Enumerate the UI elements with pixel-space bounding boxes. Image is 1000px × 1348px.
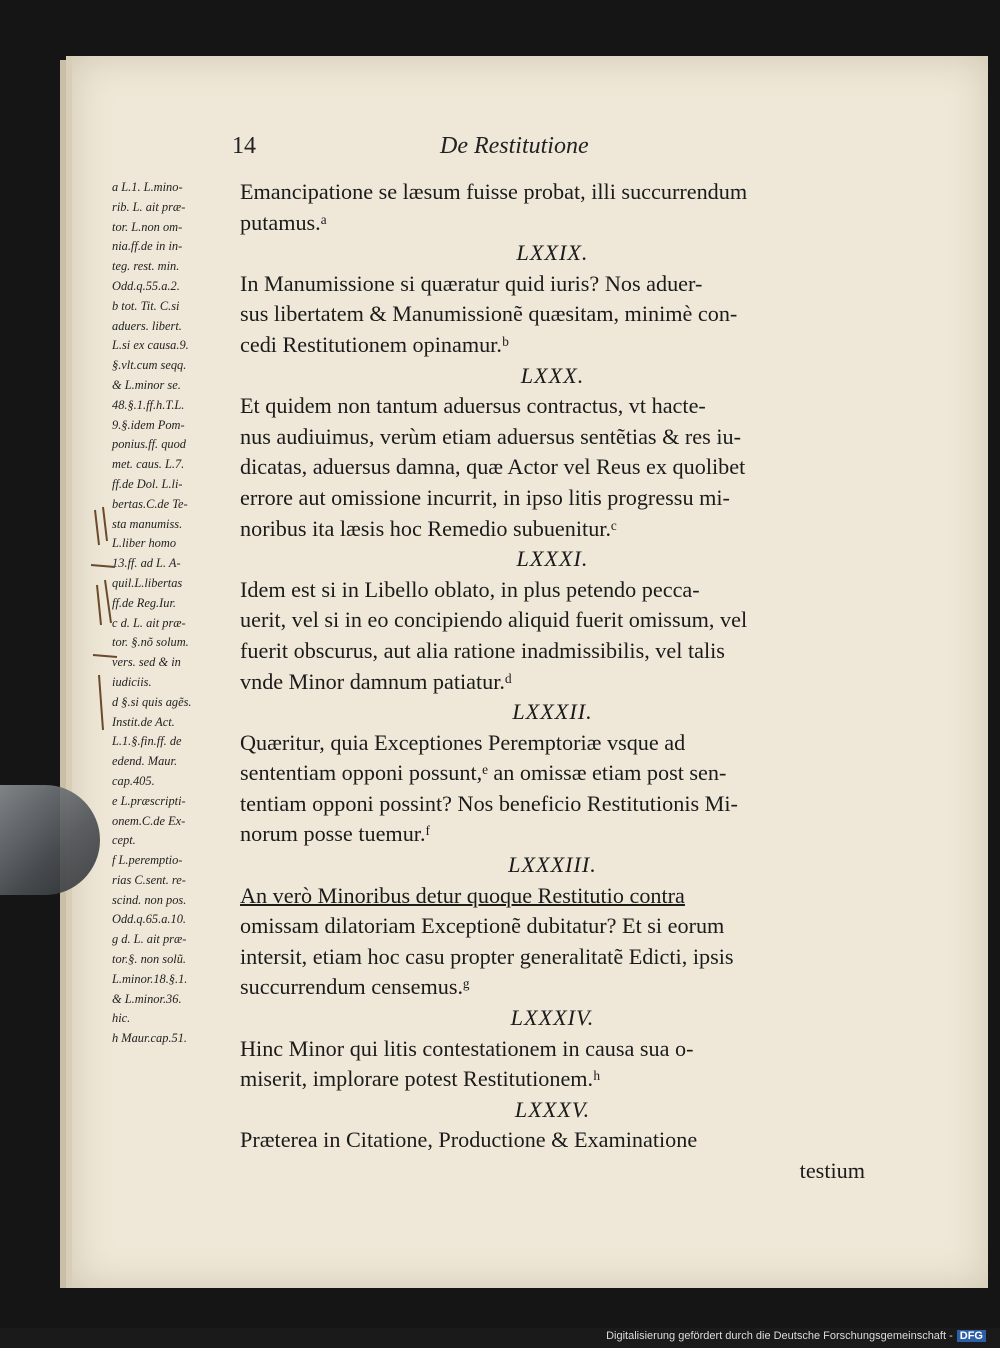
text-line: An verò Minoribus detur quoque Restitutio contra [240,882,685,908]
marginal-note-line: Odd.q.65.a.10. [112,912,186,927]
footer-text: Digitalisierung gefördert durch die Deutsche Forschungsgemeinschaft - [606,1330,953,1342]
text-line: Hinc Minor qui litis contestationem in causa sua o- [240,1035,694,1061]
marginal-note-line: 9.§.idem Pom- [112,417,185,432]
section-number: LXXXIII. [508,852,597,878]
section-number: LXXXV. [514,1096,591,1122]
footer-credit [606,1330,986,1342]
section-number: LXXXIV. [510,1005,595,1031]
dfg-logo: DFG [957,1330,986,1342]
handwritten-marks [85,505,125,735]
section-number: LXXX. [520,362,585,388]
marginal-note-line: quil.L.libertas [112,575,183,590]
marginal-note-line: cept. [112,833,136,848]
marginal-note-line: tor. §.nõ solum. [112,635,189,650]
section-number: LXXXII. [512,699,593,725]
marginal-note-line: f L.peremptio- [112,853,183,868]
marginal-note-line: ff.de Dol. L.li- [112,476,183,491]
marginal-note-line: teg. rest. min. [112,259,180,274]
marginal-note-line: L.si ex causa.9. [112,338,189,353]
marginal-note-line: g d. L. ait præ- [112,932,187,947]
marginal-note-line: met. caus. L.7. [112,457,185,472]
marginal-note-line: c d. L. ait præ- [112,615,186,630]
marginal-note-line: iudiciis. [112,674,152,689]
marginal-note-line: ff.de Reg.Iur. [112,595,177,610]
text-line: Præterea in Citatione, Productione & Examinatione [240,1127,698,1153]
marginal-note-line: rib. L. ait præ- [112,199,186,214]
text-line: noribus ita læsis hoc Remedio subuenitur.ᶜ [240,515,617,541]
marginal-note-line: L.minor.18.§.1. [112,971,188,986]
text-line: Et quidem non tantum aduersus contractus, vt hacte- [240,393,706,419]
marginal-note-line: tor.§. non solũ. [112,952,187,967]
text-line: norum posse tuemur.ᶠ [240,821,431,847]
marginal-note-line: L.liber homo [112,536,177,551]
text-line: sententiam opponi possunt,ᵉ an omissæ etiam post sen- [240,760,727,786]
marginal-notes [112,178,237,1049]
marginal-note-line: cap.405. [112,773,155,788]
marginal-note-line: b tot. Tit. C.si [112,298,180,313]
text-line: omissam dilatoriam Exceptionẽ dubitatur? Et si eorum [240,913,725,939]
text-line: Quæritur, quia Exceptiones Peremptoriæ vsque ad [240,729,686,755]
marginal-note-line: 13.ff. ad L. A- [112,556,181,571]
text-line: testium [799,1158,865,1183]
text-line: miserit, implorare potest Restitutionem.ʰ [240,1066,601,1092]
marginal-note-line: edend. Maur. [112,754,178,769]
text-line: uerit, vel si in eo concipiendo aliquid fuerit omissum, vel [240,607,748,633]
marginal-note-line: d §.si quis agẽs. [112,694,192,709]
text-line: In Manumissione si quæratur quid iuris? Nos aduer- [240,270,703,296]
running-head [0,133,1000,163]
main-text [240,177,865,1187]
marginal-note-line: ponius.ff. quod [112,437,187,452]
marginal-note-line: onem.C.de Ex- [112,813,186,828]
page-number: 14 [232,133,256,159]
marginal-note-line: hic. [112,1011,131,1026]
marginal-note-line: nia.ff.de in in- [112,239,183,254]
marginal-note-line: scind. non pos. [112,892,187,907]
text-line: tentiam opponi possint? Nos beneficio Restitutionis Mi- [240,790,738,816]
text-line: vnde Minor damnum patiatur.ᵈ [240,668,512,694]
text-line: Emancipatione se læsum fuisse probat, illi succurrendum [240,179,748,204]
text-line: putamus.ᵃ [240,209,327,235]
marginal-note-line: tor. L.non om- [112,219,183,234]
text-line: nus audiuimus, verùm etiam aduersus sentẽtias & res iu- [240,423,741,449]
text-line: fuerit obscurus, aut alia ratione inadmissibilis, vel talis [240,637,725,663]
marginal-note-line: §.vlt.cum seqq. [112,358,187,373]
marginal-note-line: & L.minor se. [112,377,181,392]
running-title: De Restitutione [440,133,589,159]
marginal-note-line: bertas.C.de Te- [112,496,188,511]
text-line: Idem est si in Libello oblato, in plus petendo pecca- [240,576,700,602]
marginal-note-line: L.1.§.fin.ff. de [112,734,182,749]
text-line: sus libertatem & Manumissionẽ quæsitam, minimè con- [240,301,738,327]
marginal-note-line: Odd.q.55.a.2. [112,278,180,293]
marginal-note-line: Instit.de Act. [112,714,175,729]
marginal-note-line: aduers. libert. [112,318,182,333]
marginal-note-line: & L.minor.36. [112,991,182,1006]
text-line: succurrendum censemus.ᵍ [240,974,470,1000]
text-line: cedi Restitutionem opinamur.ᵇ [240,331,509,357]
text-line: intersit, etiam hoc casu propter generalitatẽ Edicti, ipsis [240,943,734,969]
marginal-note-line: e L.præscripti- [112,793,186,808]
marginal-note-line: sta manumiss. [112,516,183,531]
marginal-note-line: a L.1. L.mino- [112,180,183,194]
marginal-note-line: 48.§.1.ff.h.T.L. [112,397,185,412]
marginal-note-line: rias C.sent. re- [112,872,186,887]
marginal-note-line: h Maur.cap.51. [112,1031,188,1046]
text-line: dicatas, aduersus damna, quæ Actor vel Reus ex quolibet [240,454,746,480]
marginal-note-line: vers. sed & in [112,655,181,670]
section-number: LXXIX. [516,240,589,266]
text-line: errore aut omissione incurrit, in ipso litis progressu mi- [240,484,730,510]
section-number: LXXXI. [516,546,589,572]
